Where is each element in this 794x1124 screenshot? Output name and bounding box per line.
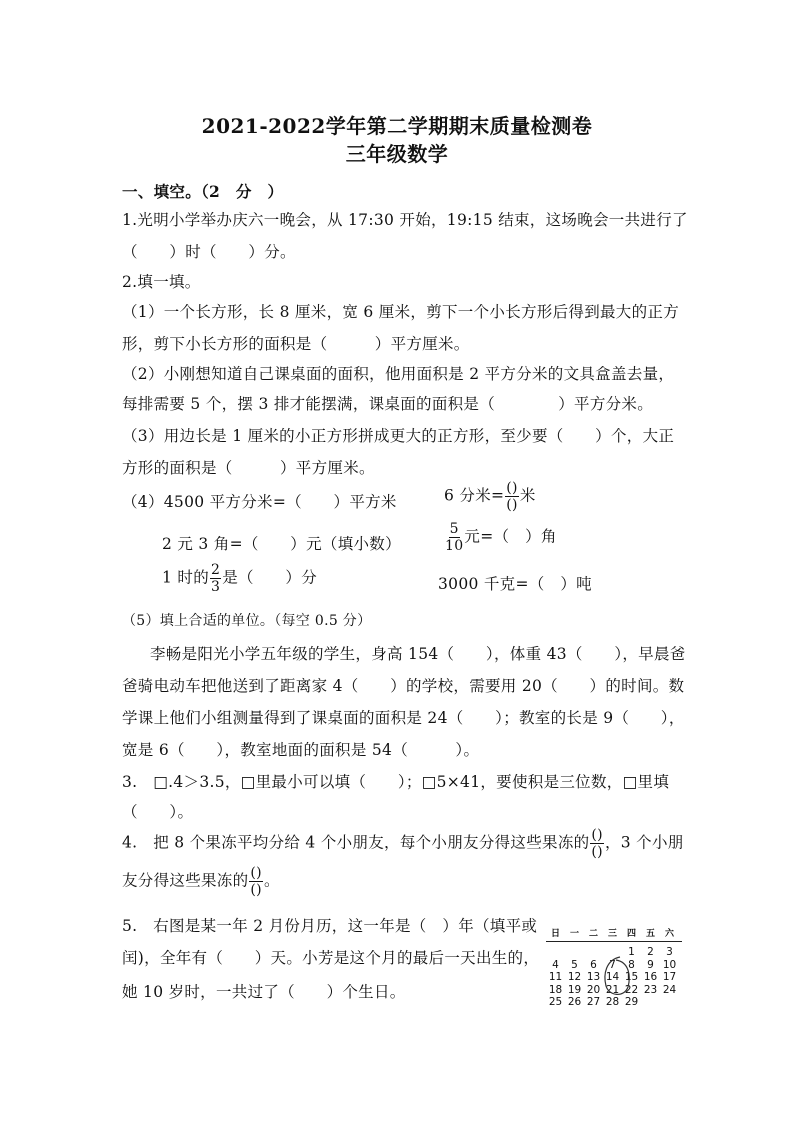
weekday-label: 五 [645, 929, 655, 939]
calendar-day: 3 [666, 946, 673, 958]
calendar-day: 5 [571, 958, 578, 971]
q1-line-2: （ ）时（ ）分。 [122, 243, 296, 261]
q2-4-e-suffix: 是（ ）分 [222, 568, 318, 587]
q3-line-1: 3. □.4＞3.5，□里最小可以填（ ）；□5×41，要使积是三位数，□里填 [122, 773, 670, 791]
calendar-day: 24 [662, 983, 677, 996]
calendar-day [660, 996, 679, 1009]
q4-b-suffix: 。 [263, 871, 280, 890]
q2-4-item-e [162, 563, 317, 594]
q2-4-d-fraction [445, 522, 463, 553]
weekday-label: 四 [626, 929, 636, 939]
section-1-heading: 一、填空。（2 分 ） [122, 182, 284, 201]
q2-1-line-2: 形，剪下小长方形的面积是（ ）平方厘米。 [122, 335, 470, 353]
q2-4-b-suffix: 米 [519, 486, 536, 505]
calendar-day: 19 [567, 983, 582, 996]
weekday-label: 三 [607, 929, 617, 939]
calendar-day: 10 [662, 958, 677, 971]
pen-circle-mark [600, 954, 634, 1000]
page-subtitle: 三年级数学 [345, 142, 449, 166]
calendar-day [565, 946, 584, 959]
weekday-label: 六 [664, 929, 674, 939]
q4-a-fraction [590, 828, 604, 859]
q5-line-1: 5. 右图是某一年 2 月份月历，这一年是（ ）年（填平或 [122, 917, 538, 935]
q2-3-line-1: （3）用边长是 1 厘米的小正方形拼成更大的正方形，至少要（ ）个，大正 [122, 427, 675, 445]
calendar-day: 17 [662, 971, 677, 983]
page-title: 2021-2022学年第二学期期末质量检测卷 [201, 114, 593, 138]
calendar-day: 4 [552, 958, 559, 971]
calendar-day: 26 [567, 996, 582, 1008]
q1-line-1: 1.光明小学举办庆六一晚会，从 17:30 开始，19:15 结束，这场晚会一共进行了 [122, 211, 688, 229]
calendar-day: 14 [605, 971, 620, 983]
q2-5-para-line-4: 宽是 6（ ），教室地面的面积是 54（ ）。 [122, 741, 480, 759]
weekday-label: 日 [550, 929, 560, 939]
q4-b-fraction [249, 866, 263, 897]
calendar-day [546, 946, 565, 959]
q5-line-2: 闰)，全年有（ ）天。小芳是这个月的最后一天出生的， [122, 949, 540, 967]
q2-3-line-2: 方形的面积是（ ）平方厘米。 [122, 459, 375, 477]
calendar-day: 23 [643, 983, 658, 996]
calendar-weekday-header [546, 926, 682, 942]
calendar-day: 2 [647, 946, 654, 958]
calendar-day: 1 [628, 946, 635, 958]
calendar-day: 9 [647, 958, 654, 971]
calendar-day: 18 [548, 983, 563, 996]
calendar-day: 20 [586, 983, 601, 996]
calendar-day: 6 [590, 958, 597, 971]
calendar-day: 22 [624, 983, 639, 996]
fraction-numerator: 2 [211, 562, 221, 578]
q2-2-line-1: （2）小刚想知道自己课桌面的面积，他用面积是 2 平方分米的文具盒盖去量， [122, 365, 675, 383]
calendar-day: 13 [586, 971, 601, 983]
calendar-day: 8 [628, 958, 635, 971]
fraction-numerator: () [591, 827, 603, 843]
q2-5-para-line-3: 学课上他们小组测量得到了课桌面的面积是 24（ ）；教室的长是 9（ ）， [122, 709, 685, 727]
q2-4-b-prefix: 6 分米= [444, 486, 505, 505]
q5-line-3: 她 10 岁时，一共过了（ ）个生日。 [122, 983, 406, 1001]
q2-4-item-b [444, 481, 536, 512]
q2-5-para-line-2: 爸骑电动车把他送到了距离家 4（ ）的学校，需要用 20（ ）的时间。数 [122, 677, 685, 695]
q2-1-line-1: （1）一个长方形，长 8 厘米，宽 6 厘米，剪下一个小长方形后得到最大的正方 [122, 303, 679, 321]
q4-line-1 [122, 828, 684, 859]
calendar-day: 28 [605, 996, 620, 1008]
calendar-day: 27 [586, 996, 601, 1008]
q2-4-item-d [444, 522, 557, 553]
q2-4-d-suffix: 元=（ ）角 [464, 527, 557, 546]
q2-2-line-2: 每排需要 5 个，摆 3 排才能摆满，课桌面的面积是（ ）平方分米。 [122, 395, 654, 413]
calendar-day [641, 996, 660, 1009]
q2-4-b-fraction [505, 481, 519, 512]
calendar-day: 7 [609, 958, 616, 971]
calendar-day: 15 [624, 971, 639, 983]
q2-4-e-fraction [210, 563, 221, 594]
q2-4-item-c: 2 元 3 角=（ ）元（填小数） [162, 535, 401, 553]
weekday-label: 一 [569, 929, 579, 939]
q2-4-item-f: 3000 千克=（ ）吨 [438, 575, 592, 593]
fraction-numerator: () [250, 865, 262, 881]
q2-heading: 2.填一填。 [122, 273, 201, 291]
fraction-denominator: () [506, 497, 518, 513]
calendar-day: 11 [548, 971, 563, 983]
q3-line-2: （ ）。 [122, 803, 194, 821]
calendar-day: 12 [567, 971, 582, 983]
q4-b-prefix: 友分得这些果冻的 [122, 871, 249, 890]
q2-4-e-prefix: 1 时的 [162, 568, 209, 587]
q4-a-prefix: 4. 把 8 个果冻平均分给 4 个小朋友，每个小朋友分得这些果冻的 [122, 833, 590, 852]
fraction-denominator: () [591, 844, 603, 860]
q2-5-heading: （5）填上合适的单位。（每空 0.5 分） [122, 613, 372, 629]
q4-line-2 [122, 866, 280, 897]
fraction-denominator: () [250, 882, 262, 898]
q4-a-suffix: ，3 个小朋 [604, 833, 684, 852]
calendar-day: 29 [624, 996, 639, 1008]
q2-5-para-line-1: 李畅是阳光小学五年级的学生，身高 154（ ），体重 43（ ），早晨爸 [150, 645, 686, 663]
calendar-day: 21 [605, 983, 620, 996]
fraction-numerator: () [506, 480, 518, 496]
calendar-day: 25 [548, 996, 563, 1008]
fraction-denominator: 3 [211, 579, 221, 595]
q2-4-item-a: （4）4500 平方分米=（ ）平方米 [122, 493, 397, 511]
calendar-day: 16 [643, 971, 658, 983]
fraction-denominator: 10 [445, 538, 464, 554]
fraction-numerator: 5 [449, 521, 459, 537]
weekday-label: 二 [588, 929, 598, 939]
